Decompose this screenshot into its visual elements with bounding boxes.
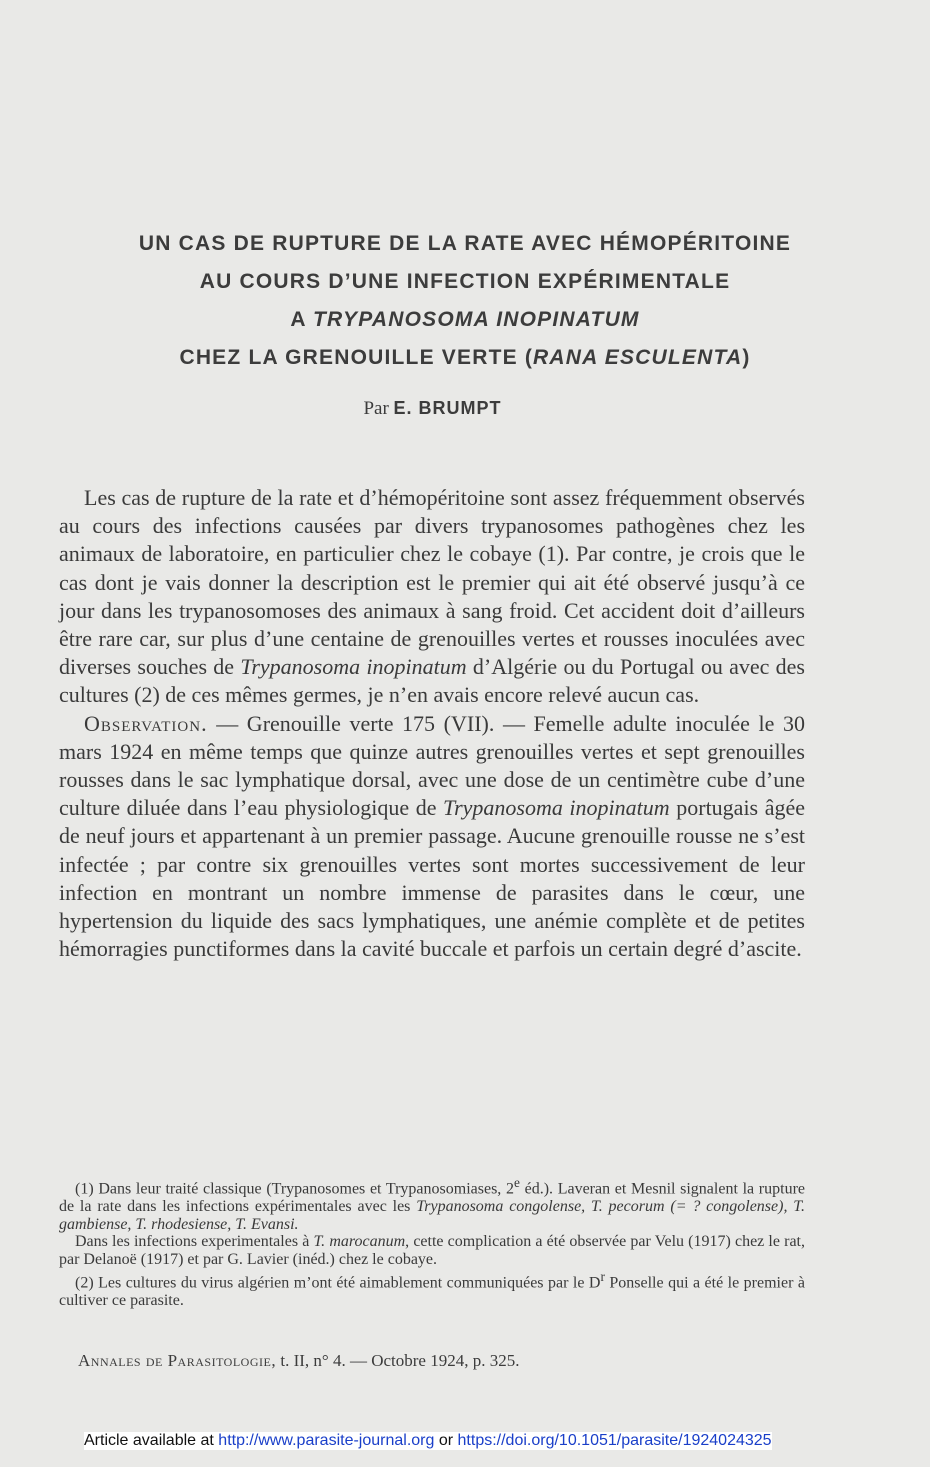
title-line-4-suffix: ) xyxy=(742,346,751,369)
fn1c-text-a: Dans les infections experimentales à xyxy=(75,1233,314,1251)
fn2-text-a: (2) Les cultures du virus algérien m’ont été aimablement communiquées par le D xyxy=(75,1274,601,1292)
footnote-1 xyxy=(59,1174,805,1233)
body-paragraph-1 xyxy=(59,484,805,710)
p1-text-b: d’Algérie ou du Portugal ou avec des cultures (2) de ces mêmes germes, je n’en avais encore relevé aucun cas. xyxy=(59,654,805,708)
fn1-superscript: e xyxy=(514,1175,520,1190)
footnote-2 xyxy=(59,1268,805,1310)
footnote-1-continued xyxy=(59,1233,805,1268)
journal-website-link[interactable]: http://www.parasite-journal.org xyxy=(218,1432,435,1449)
availability-prefix: Article available at xyxy=(84,1432,219,1449)
footnotes xyxy=(59,1174,805,1310)
fn1c-text-b: , cette complication a été observée par Velu (1917) chez le rat, par Delanoë (1917) et par G. Lavier (inéd.) chez le cobaye. xyxy=(59,1233,806,1268)
title-line-3 xyxy=(40,301,890,339)
author-name: E. BRUMPT xyxy=(393,398,502,418)
doi-link[interactable]: https://doi.org/10.1051/parasite/1924024325 xyxy=(457,1432,772,1449)
article-body xyxy=(59,484,805,963)
fn2-superscript: r xyxy=(600,1269,605,1285)
journal-reference xyxy=(78,1351,519,1371)
fn1c-species: T. marocanum xyxy=(313,1233,406,1251)
title-line-1: UN CAS DE RUPTURE DE LA RATE AVEC HÉMOPÉRITOINE xyxy=(138,232,792,255)
journal-details: t. II, n° 4. — Octobre 1924, p. 325. xyxy=(276,1351,520,1370)
p2-species: Trypanosoma inopinatum xyxy=(443,795,670,821)
observation-heading: Observation. xyxy=(84,710,208,736)
title-line-3-species: TRYPANOSOMA INOPINATUM xyxy=(313,308,640,331)
title-line-4-species: RANA ESCULENTA xyxy=(533,346,743,369)
p1-text-a: Les cas de rupture de la rate et d’hémopéritoine sont assez fréquemment observés au cours des infections causées par divers trypanosomes pathogènes chez les animaux de laboratoire, en particulier chez le cobaye (1). Par contre, je crois que le cas dont je vais donner la description est le premier qui ait été observé jusqu’à ce jour dans les trypanosomoses des animaux à sang froid. Cet accident doit d’ailleurs être rare car, sur plus d’une centaine de grenouilles vertes et rousses inoculées avec diverses souches de xyxy=(59,485,805,680)
title-line-4-prefix: CHEZ LA GRENOUILLE VERTE ( xyxy=(179,346,534,369)
journal-name: Annales de Parasitologie, xyxy=(78,1351,277,1370)
body-paragraph-2 xyxy=(59,710,805,964)
title-line-4 xyxy=(40,339,890,377)
author-byline xyxy=(0,398,865,420)
p2-text-a: — Grenouille verte 175 (VII). — Femelle adulte inoculée le 30 mars 1924 en même temps que quinze autres grenouilles vertes et sept grenouilles rousses dans le sac lymphatique dorsal, avec une dose de un centimètre cube d’une culture diluée dans l’eau physiologique de xyxy=(59,710,805,821)
author-par: Par xyxy=(363,398,394,419)
title-line-3-prefix: A xyxy=(290,308,313,331)
availability-middle: or xyxy=(434,1432,458,1449)
fn1-text-b: éd.). Laveran et Mesnil signalent la rupture de la rate dans les infections expérimentales avec les xyxy=(59,1180,806,1215)
p2-text-b: portugais âgée de neuf jours et appartenant à un premier passage. Aucune grenouille rousse ne s’est infectée ; par contre six grenouilles vertes sont mortes successivement de leur infection en montrant un nombre immense de parasites dans le cœur, une hypertension du liquide des sacs lymphatiques, une anémie complète et de petites hémorragies punctiformes dans la cavité buccale et parfois un certain degré d’ascite. xyxy=(59,795,805,962)
fn1-species-list: Trypanosoma congolense, T. pecorum (= ? congolense), T. gambiense, T. rhodesiense, T. Evansi. xyxy=(59,1197,805,1233)
fn1-text-a: (1) Dans leur traité classique (Trypanosomes et Trypanosomiases, 2 xyxy=(75,1180,514,1198)
article-title xyxy=(40,225,890,377)
fn2-text-b: Ponselle qui a été le premier à cultiver ce parasite. xyxy=(59,1274,805,1310)
p1-species: Trypanosoma inopinatum xyxy=(240,654,467,680)
availability-line xyxy=(84,1432,772,1450)
title-line-2: AU COURS D’UNE INFECTION EXPÉRIMENTALE xyxy=(199,270,731,293)
